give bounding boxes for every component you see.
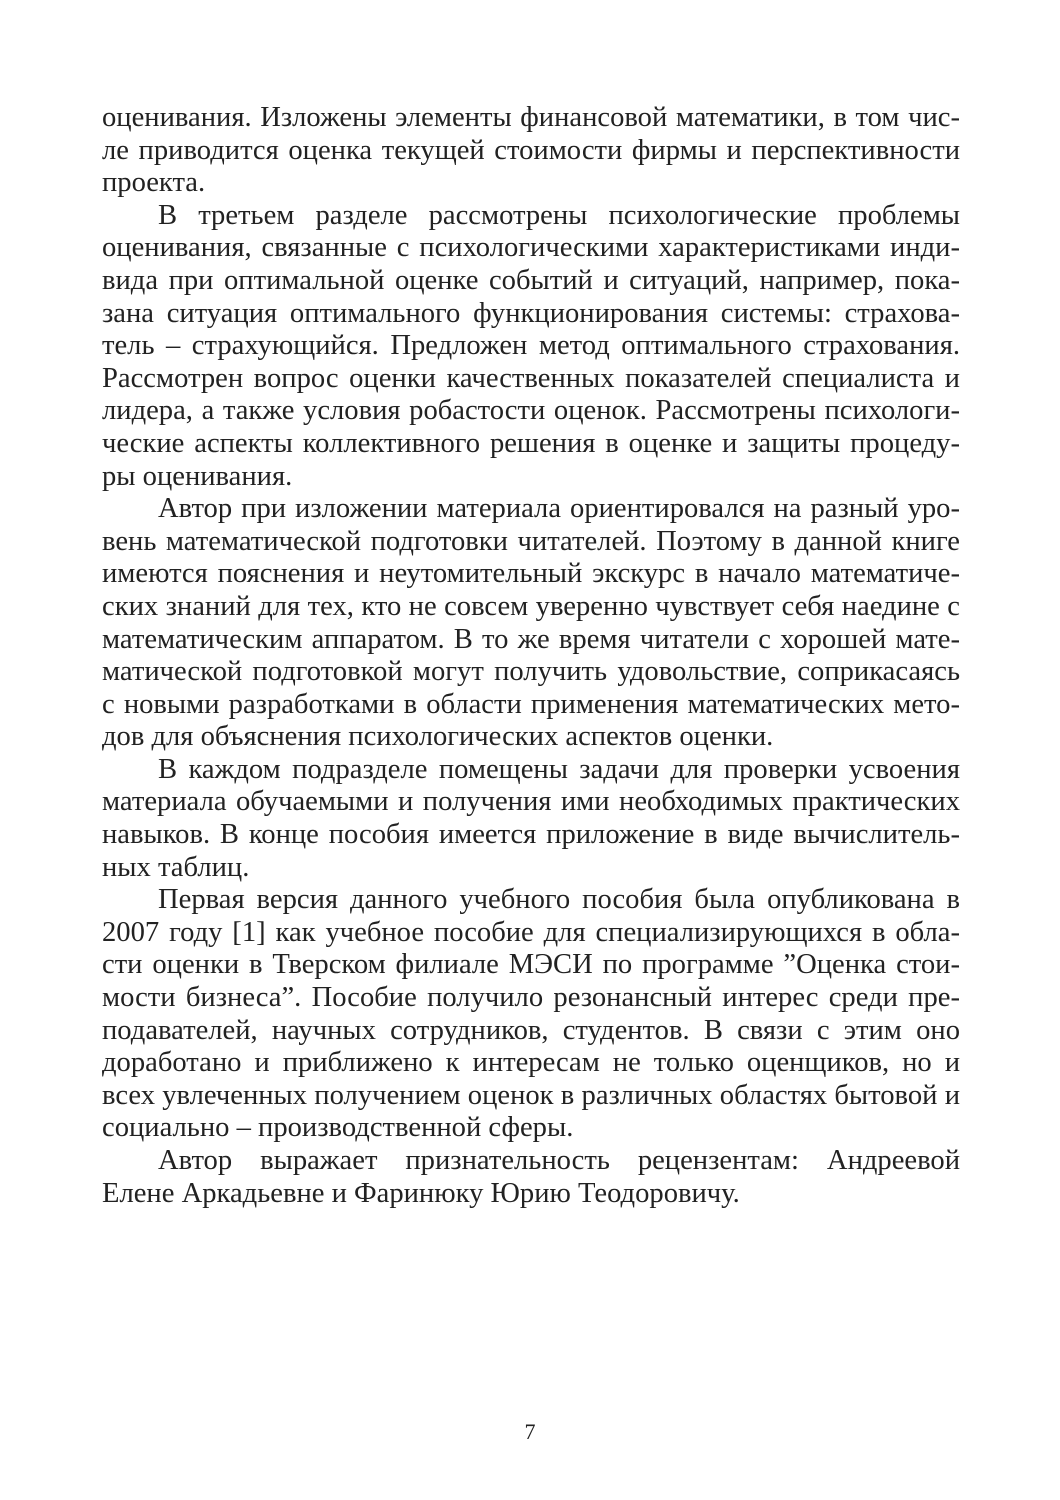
text-line: ле приводится оценка текущей стоимости фирмы и перспективности <box>102 134 960 166</box>
text-line: Елене Аркадьевне и Фаринюку Юрию Теодоровичу. <box>102 1177 740 1209</box>
text-line: тель – страхующийся. Предложен метод оптимального страхования. <box>102 330 960 362</box>
paragraph <box>102 102 960 200</box>
text-line: мости бизнеса”. Пособие получило резонансный интерес среди пре- <box>102 982 960 1014</box>
page-number: 7 <box>524 1419 536 1444</box>
text-line: имеются пояснения и неутомительный экскурс в начало математиче- <box>102 558 960 590</box>
text-line: ческие аспекты коллективного решения в оценке и защиты процеду- <box>102 427 960 459</box>
text-line: материала обучаемыми и получения ими необходимых практических <box>102 786 960 818</box>
text-line: лидера, а также условия робастости оценок. Рассмотрены психологи- <box>102 395 960 427</box>
text-line: всех увлеченных получением оценок в различных областях бытовой и <box>102 1079 960 1111</box>
text-line: математическим аппаратом. В то же время читатели с хорошей мате- <box>102 623 960 655</box>
text-line: В третьем разделе рассмотрены психологические проблемы <box>158 199 960 231</box>
text-line: сти оценки в Тверском филиале МЭСИ по программе ”Оценка стои- <box>102 949 960 981</box>
text-line: ских знаний для тех, кто не совсем уверенно чувствует себя наедине с <box>102 590 960 622</box>
text-line: Рассмотрен вопрос оценки качественных показателей специалиста и <box>102 362 960 394</box>
text-line: ных таблиц. <box>102 851 250 883</box>
text-line: дов для объяснения психологических аспектов оценки. <box>102 721 774 753</box>
text-line: оценивания, связанные с психологическими характеристиками инди- <box>102 232 960 264</box>
paragraph <box>102 493 960 754</box>
text-line: подавателей, научных сотрудников, студентов. В связи с этим оно <box>102 1014 960 1046</box>
text-line: Первая версия данного учебного пособия была опубликована в <box>158 884 960 916</box>
text-line: вень математической подготовки читателей. Поэтому в данной книге <box>102 525 960 557</box>
text-line: зана ситуация оптимального функционирования системы: страхова- <box>102 297 960 329</box>
text-line: социально – производственной сферы. <box>102 1112 574 1144</box>
text-line: В каждом подразделе помещены задачи для проверки усвоения <box>158 753 960 785</box>
paragraph <box>102 884 960 1145</box>
text-line: Автор при изложении материала ориентировался на разный уро- <box>158 493 960 525</box>
text-line: оценивания. Изложены элементы финансовой математики, в том чис- <box>102 102 960 133</box>
text-line: навыков. В конце пособия имеется приложение в виде вычислитель- <box>102 819 960 851</box>
text-line: вида при оптимальной оценке событий и ситуаций, например, пока- <box>102 264 960 296</box>
text-line: проекта. <box>102 167 206 199</box>
text-line: ры оценивания. <box>102 460 293 492</box>
text-line: доработано и приближено к интересам не только оценщиков, но и <box>102 1047 960 1079</box>
paragraph <box>102 754 960 884</box>
text-line: Автор выражает признательность рецензентам: Андреевой <box>158 1145 960 1176</box>
text-line: 2007 году [1] как учебное пособие для специализирующихся в обла- <box>102 916 960 948</box>
text-line: матической подготовкой могут получить удовольствие, соприкасаясь <box>102 656 960 688</box>
paragraph <box>102 200 960 493</box>
text-line: с новыми разработками в области применения математических мето- <box>102 688 960 720</box>
page-body <box>102 102 960 1210</box>
paragraph <box>102 1145 960 1210</box>
